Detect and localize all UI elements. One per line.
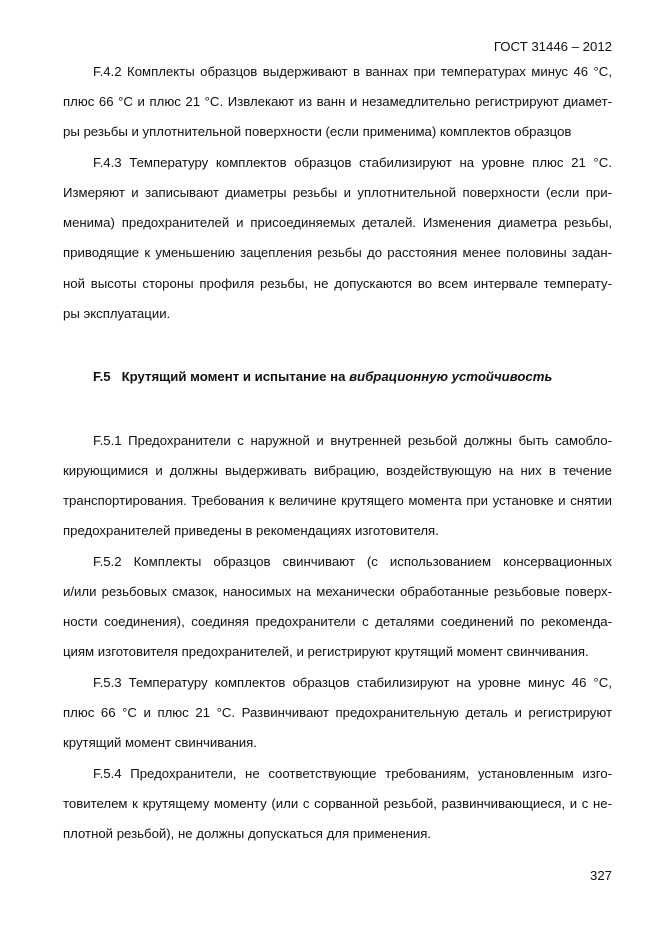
paragraph-line: предохранителей приведены в рекомендациях изготовителя. [63, 523, 439, 538]
section-heading-f5 [93, 369, 552, 384]
paragraph-line: крутящий момент свинчивания. [63, 735, 257, 750]
section-title: Крутящий момент и испытание на [121, 369, 350, 384]
paragraph-line: менима) предохранителей и присоединяемых деталей. Изменения диаметра резьбы, [63, 215, 612, 230]
paragraph-first-line: F.4.3 Температуру комплектов образцов стабилизируют на уровне плюс 21 °С. [93, 155, 612, 170]
paragraph-line: ной высоты стороны профиля резьбы, не допускаются во всем интервале температу- [63, 276, 612, 291]
paragraph-first-line: F.4.2 Комплекты образцов выдерживают в ваннах при температурах минус 46 °С, [93, 64, 612, 79]
page-number: 327 [589, 868, 612, 883]
paragraph-line: товителем к крутящему моменту (или с сорванной резьбой, развинчивающиеся, и с не- [63, 796, 612, 811]
paragraph-line: плюс 66 °С и плюс 21 °С. Развинчивают предохранительную деталь и регистрируют [63, 705, 612, 720]
paragraph-line: плюс 66 °С и плюс 21 °С. Извлекают из ванн и незамедлительно регистрируют диамет- [63, 94, 612, 109]
paragraph-line: кирующимися и должны выдерживать вибрацию, воздействующую на них в течение [63, 463, 612, 478]
paragraph-first-line: F.5.3 Температуру комплектов образцов стабилизируют на уровне минус 46 °С, [93, 675, 612, 690]
paragraph-line: ры эксплуатации. [63, 306, 171, 321]
paragraph-line: ности соединения), соединяя предохранители с деталями соединений по рекоменда- [63, 614, 612, 629]
paragraph-line: плотной резьбой), не должны допускаться для применения. [63, 826, 432, 841]
section-number: F.5 [93, 369, 111, 384]
paragraph-line: приводящие к уменьшению зацепления резьбы до расстояния менее половины задан- [63, 245, 612, 260]
paragraph-line: Измеряют и записывают диаметры резьбы и уплотнительной поверхности (если при- [63, 185, 612, 200]
paragraph-first-line: F.5.4 Предохранители, не соответствующие требованиям, установленным изго- [93, 766, 612, 781]
standard-header: ГОСТ 31446 – 2012 [493, 39, 612, 54]
paragraph-line: ры резьбы и уплотнительной поверхности (если применима) комплектов образцов [63, 124, 572, 139]
paragraph-line: циям изготовителя предохранителей, и регистрируют крутящий момент свинчивания. [63, 644, 589, 659]
paragraph-first-line: F.5.1 Предохранители с наружной и внутренней резьбой должны быть самобло- [93, 433, 612, 448]
paragraph-first-line: F.5.2 Комплекты образцов свинчивают (с использованием консервационных [93, 554, 612, 569]
paragraph-line: транспортирования. Требования к величине крутящего момента при установке и снятии [63, 493, 612, 508]
section-title-italic: вибрационную устойчивость [349, 369, 553, 384]
paragraph-line: и/или резьбовых смазок, наносимых на механически обработанные резьбовые поверх- [63, 584, 612, 599]
